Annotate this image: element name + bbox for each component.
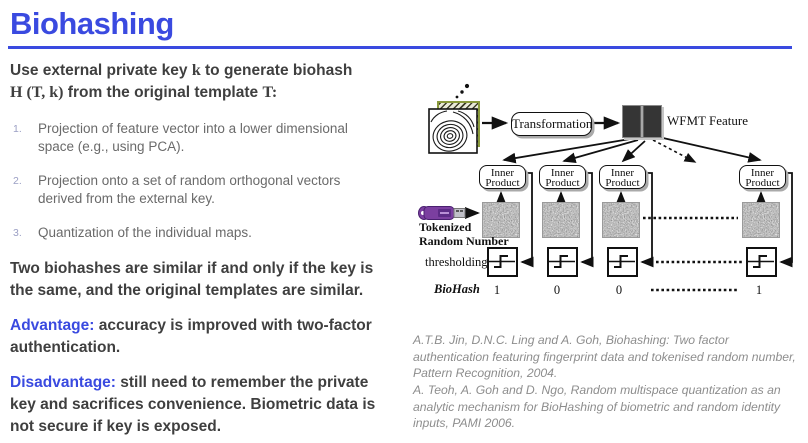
inner-product-box [479, 165, 526, 189]
list-item [10, 224, 398, 242]
list-item-text: Projection onto a set of random orthogonal vectors derived from the external key. [38, 173, 341, 206]
threshold-box [487, 247, 518, 277]
tokenized-label-line: Tokenized [419, 220, 472, 234]
disadvantage-label: Disadvantage: [10, 374, 116, 391]
fingerprint-image [428, 108, 478, 154]
wfmt-feature-image [622, 105, 662, 138]
tokenized-random-number-label [419, 220, 509, 248]
biohash-bit: 1 [755, 283, 763, 297]
list-number: 3. [13, 227, 22, 239]
step-function-icon [489, 249, 515, 274]
threshold-box [547, 247, 578, 277]
key-symbol: k [191, 62, 201, 79]
disadvantage-text: still need to remember the private key and sacrifices convenience. Biometric data is not secure if key is exposed. [10, 374, 376, 435]
advantage-text: accuracy is improved with two-factor authentication. [10, 317, 372, 356]
template-symbol: T: [262, 84, 278, 101]
intro-text: Use external private key [10, 62, 192, 79]
threshold-box [607, 247, 638, 277]
list-number: 1. [13, 123, 22, 135]
inner-product-label: Inner [750, 166, 775, 179]
threshold-box [746, 247, 777, 277]
random-matrix-image [542, 202, 580, 238]
wfmt-feature-label: WFMT Feature [667, 113, 748, 128]
transformation-box [511, 112, 592, 136]
biohash-bit: 1 [493, 283, 501, 297]
biohash-label: BioHash [434, 282, 480, 296]
biohash-bit: 0 [553, 283, 561, 297]
inner-product-label: Inner [610, 166, 635, 179]
inner-product-label: Inner [490, 166, 515, 179]
step-function-icon [549, 249, 575, 274]
tokenized-label-line: Random Number [419, 234, 509, 248]
list-item-text: Projection of feature vector into a lower dimensional space (e.g., using PCA). [38, 121, 348, 154]
random-matrix-image [742, 202, 780, 238]
page-title: Biohashing [10, 6, 174, 41]
inner-product-box [599, 165, 646, 189]
list-item [10, 120, 398, 156]
advantage-label: Advantage: [10, 317, 95, 334]
inner-product-label: Product [745, 177, 780, 189]
intro-paragraph [10, 60, 398, 104]
biohash-bit: 0 [615, 283, 623, 297]
inner-product-label: Product [545, 177, 580, 189]
inner-product-label: Inner [550, 166, 575, 179]
random-matrix-image [602, 202, 640, 238]
step-function-icon [748, 249, 774, 274]
reference-citation: A.T.B. Jin, D.N.C. Ling and A. Goh, Biohashing: Two factor authentication featuring fingerprint data and tokenised random number, Pattern Recognition, 2004. [413, 333, 796, 380]
title-underline [8, 46, 792, 49]
hash-expression: H (T, k) [10, 84, 64, 101]
list-item-text: Quantization of the individual maps. [38, 225, 252, 240]
numbered-list [10, 120, 398, 242]
transformation-label: Transformation [512, 116, 593, 131]
inner-product-label: Product [605, 177, 640, 189]
list-item [10, 172, 398, 208]
key-statement: Two biohashes are similar if and only if the key is the same, and the original templates are similar. [10, 260, 374, 299]
reference-citation: A. Teoh, A. Goh and D. Ngo, Random multispace quantization as an analytic mechanism for BioHashing of biometric and random identity inputs, PAMI 2006. [413, 383, 781, 430]
text-column [10, 60, 398, 438]
thresholding-label: thresholding [425, 255, 488, 269]
intro-text: from the original template [63, 84, 263, 101]
inner-product-box [739, 165, 786, 189]
intro-text: to generate biohash [200, 62, 353, 79]
advantage-paragraph [10, 315, 398, 359]
biohashing-diagram [404, 80, 808, 305]
list-number: 2. [13, 175, 22, 187]
inner-product-label: Product [485, 177, 520, 189]
inner-product-box [539, 165, 586, 189]
step-function-icon [609, 249, 635, 274]
disadvantage-paragraph [10, 372, 398, 438]
